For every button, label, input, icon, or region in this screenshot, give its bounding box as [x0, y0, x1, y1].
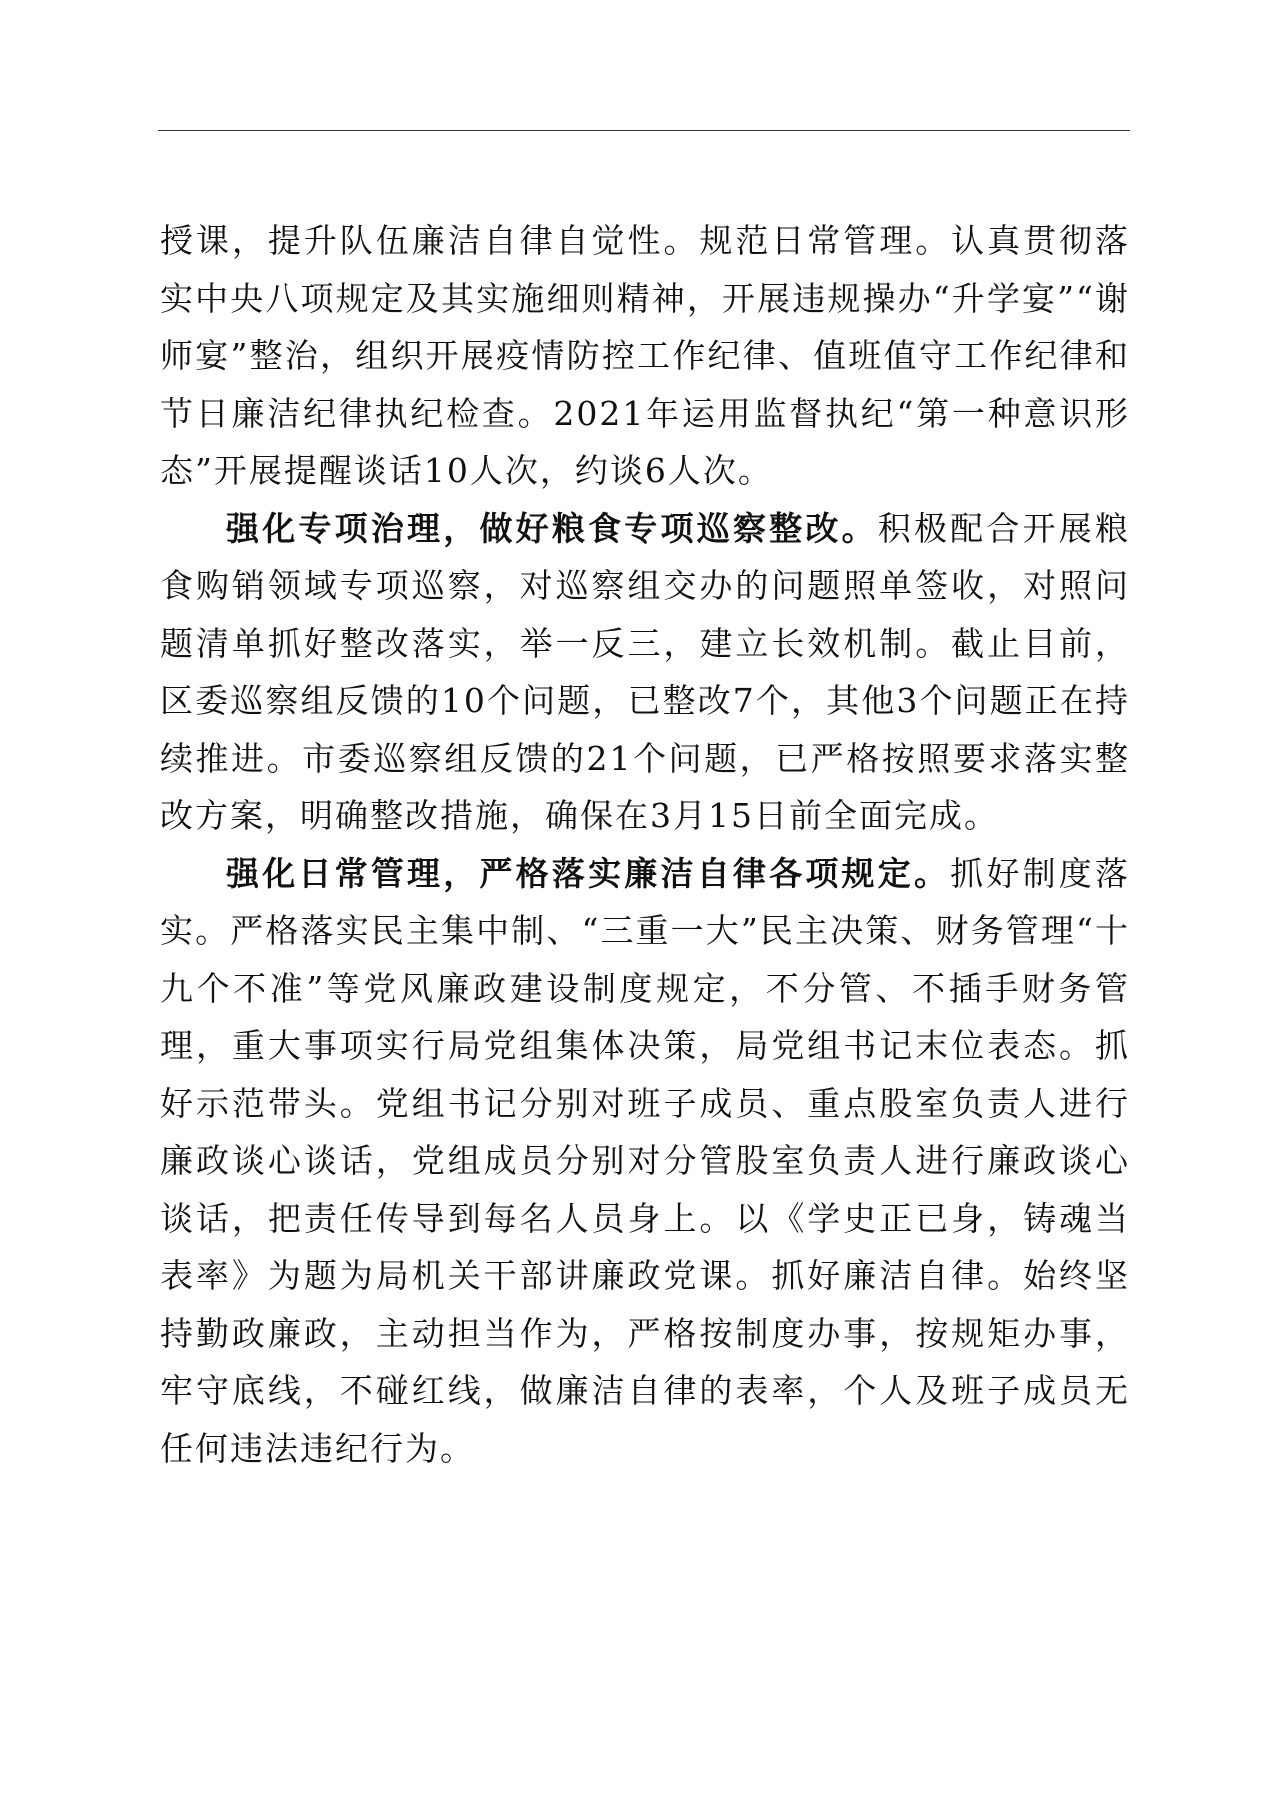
paragraph-2 [160, 500, 1130, 845]
paragraph-lead: 强化专项治理，做好粮食专项巡察整改。 [226, 508, 878, 548]
paragraph-lead: 强化日常管理，严格落实廉洁自律各项规定。 [226, 853, 951, 893]
paragraph-3 [160, 845, 1130, 1478]
paragraph-text: 授课，提升队伍廉洁自律自觉性。规范日常管理。认真贯彻落实中央八项规定及其实施细则精神，开展违规操办“升学宴”“谢师宴”整治，组织开展疫情防控工作纪律、值班值守工作纪律和节日廉洁纪律执纪检查。2021年运用监督执纪“第一种意识形态”开展提醒谈话10人次，约谈6人次。 [160, 221, 1130, 490]
paragraph-text: 积极配合开展粮食购销领域专项巡察，对巡察组交办的问题照单签收，对照问题清单抓好整改落实，举一反三，建立长效机制。截止目前，区委巡察组反馈的10个问题，已整改7个，其他3个问题正在持续推进。市委巡察组反馈的21个问题，已严格按照要求落实整改方案，明确整改措施，确保在3月15日前全面完成。 [160, 508, 1131, 835]
document-body [160, 212, 1130, 1477]
paragraph-text: 抓好制度落实。严格落实民主集中制、“三重一大”民主决策、财务管理“十九个不准”等党风廉政建设制度规定，不分管、不插手财务管理，重大事项实行局党组集体决策，局党组书记末位表态。抓好示范带头。党组书记分别对班子成员、重点股室负责人进行廉政谈心谈话，党组成员分别对分管股室负责人进行廉政谈心谈话，把责任传导到每名人员身上。以《学史正已身，铸魂当表率》为题为局机关干部讲廉政党课。抓好廉洁自律。始终坚持勤政廉政，主动担当作为，严格按制度办事，按规矩办事，牢守底线，不碰红线，做廉洁自律的表率，个人及班子成员无任何违法违纪行为。 [160, 853, 1131, 1468]
paragraph-1 [160, 212, 1130, 500]
header-rule [158, 130, 1130, 131]
